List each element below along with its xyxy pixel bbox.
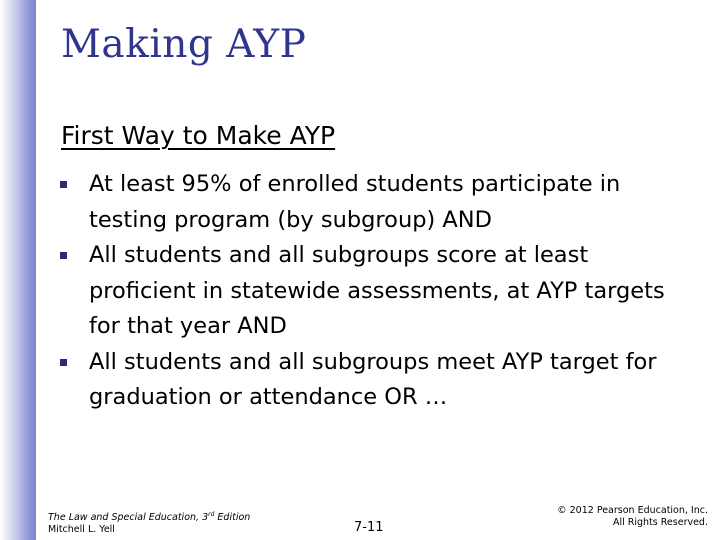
bullet-text: At least 95% of enrolled students participate in testing program (by subgroup) AND bbox=[89, 171, 621, 233]
bullet-text: All students and all subgroups meet AYP target for graduation or attendance OR … bbox=[89, 348, 657, 410]
decorative-side-bar bbox=[0, 0, 36, 540]
slide-title: Making AYP bbox=[61, 22, 307, 67]
footer-author: Mitchell L. Yell bbox=[48, 524, 115, 536]
square-bullet-icon bbox=[60, 359, 67, 366]
section-subheading: First Way to Make AYP bbox=[61, 121, 336, 150]
square-bullet-icon bbox=[60, 252, 67, 259]
footer-copyright: © 2012 Pearson Education, Inc. All Rights Reserved. bbox=[557, 505, 708, 528]
bullet-item bbox=[60, 167, 700, 238]
bullet-item bbox=[60, 345, 700, 416]
bullet-list bbox=[60, 167, 700, 416]
square-bullet-icon bbox=[60, 181, 67, 188]
bullet-text: All students and all subgroups score at least proficient in statewide assessments, at AYP targets for that year AND bbox=[89, 242, 665, 339]
page-number: 7-11 bbox=[354, 520, 384, 535]
bullet-item bbox=[60, 238, 700, 345]
footer-book-title: The Law and Special Education, 3rd Edition bbox=[48, 511, 251, 524]
footer-book-info bbox=[48, 509, 250, 536]
